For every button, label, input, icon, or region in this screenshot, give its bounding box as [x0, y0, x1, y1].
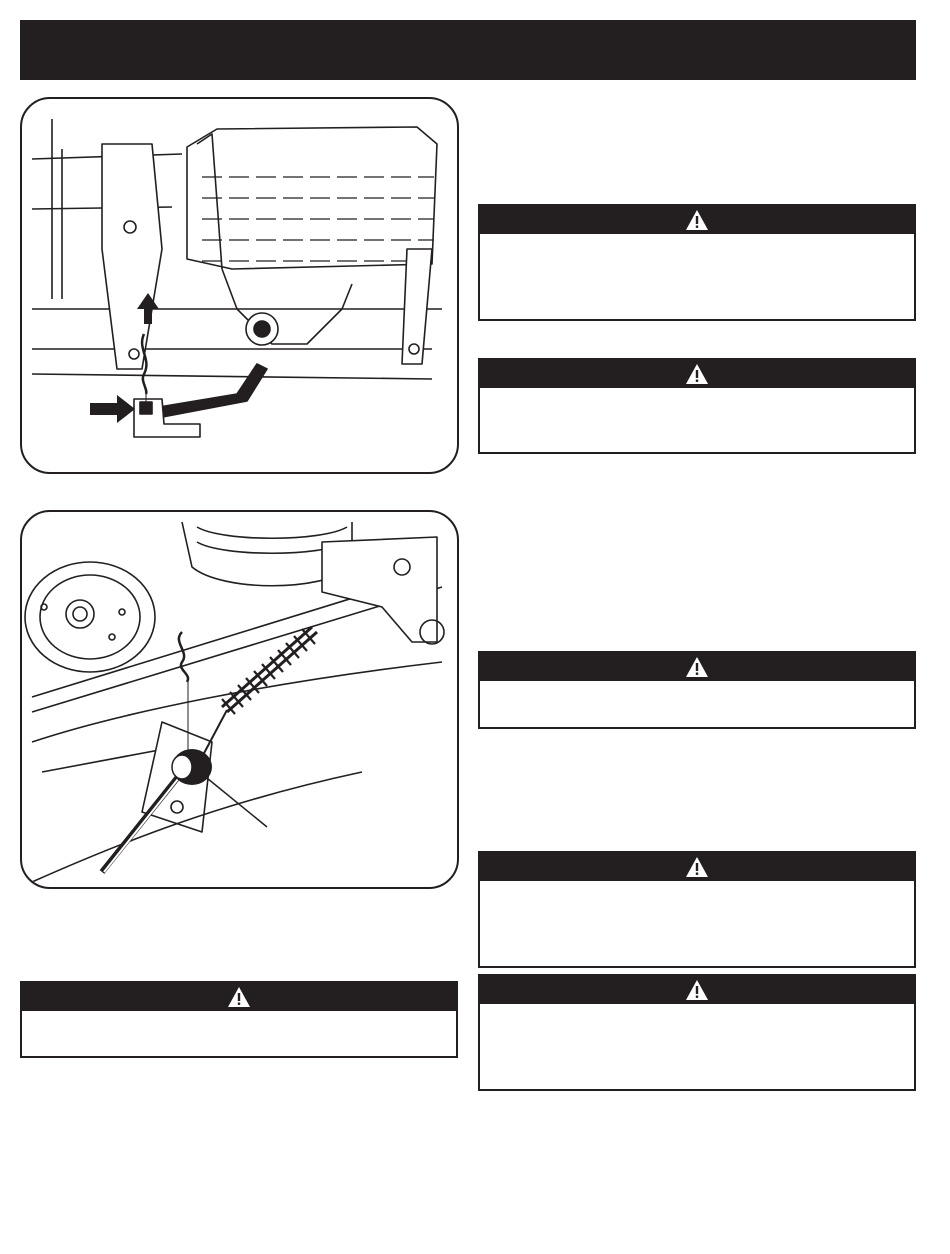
- warning-header: [480, 853, 914, 881]
- warning-header: [480, 360, 914, 388]
- figure-deck-lift-arm: [20, 97, 459, 474]
- deck-lift-arm-illustration: [22, 99, 457, 472]
- warning-box: [20, 981, 458, 1058]
- warning-text: [480, 234, 914, 246]
- section-header-bar: [20, 20, 916, 80]
- warning-text: [480, 388, 914, 400]
- warning-box: [478, 204, 916, 321]
- figure-engagement-cable: [20, 510, 459, 889]
- warning-text: [480, 881, 914, 893]
- warning-header: [480, 976, 914, 1004]
- warning-box: [478, 651, 916, 729]
- warning-text: [22, 1011, 456, 1023]
- warning-text: [480, 681, 914, 693]
- warning-triangle-icon: [685, 209, 709, 231]
- warning-triangle-icon: [685, 656, 709, 678]
- warning-triangle-icon: [227, 986, 251, 1008]
- engagement-cable-illustration: [22, 512, 457, 887]
- warning-header: [480, 206, 914, 234]
- warning-triangle-icon: [685, 363, 709, 385]
- warning-triangle-icon: [685, 979, 709, 1001]
- warning-header: [480, 653, 914, 681]
- warning-box: [478, 851, 916, 968]
- warning-box: [478, 974, 916, 1091]
- warning-text: [480, 1004, 914, 1016]
- warning-box: [478, 358, 916, 454]
- warning-header: [22, 983, 456, 1011]
- warning-triangle-icon: [685, 856, 709, 878]
